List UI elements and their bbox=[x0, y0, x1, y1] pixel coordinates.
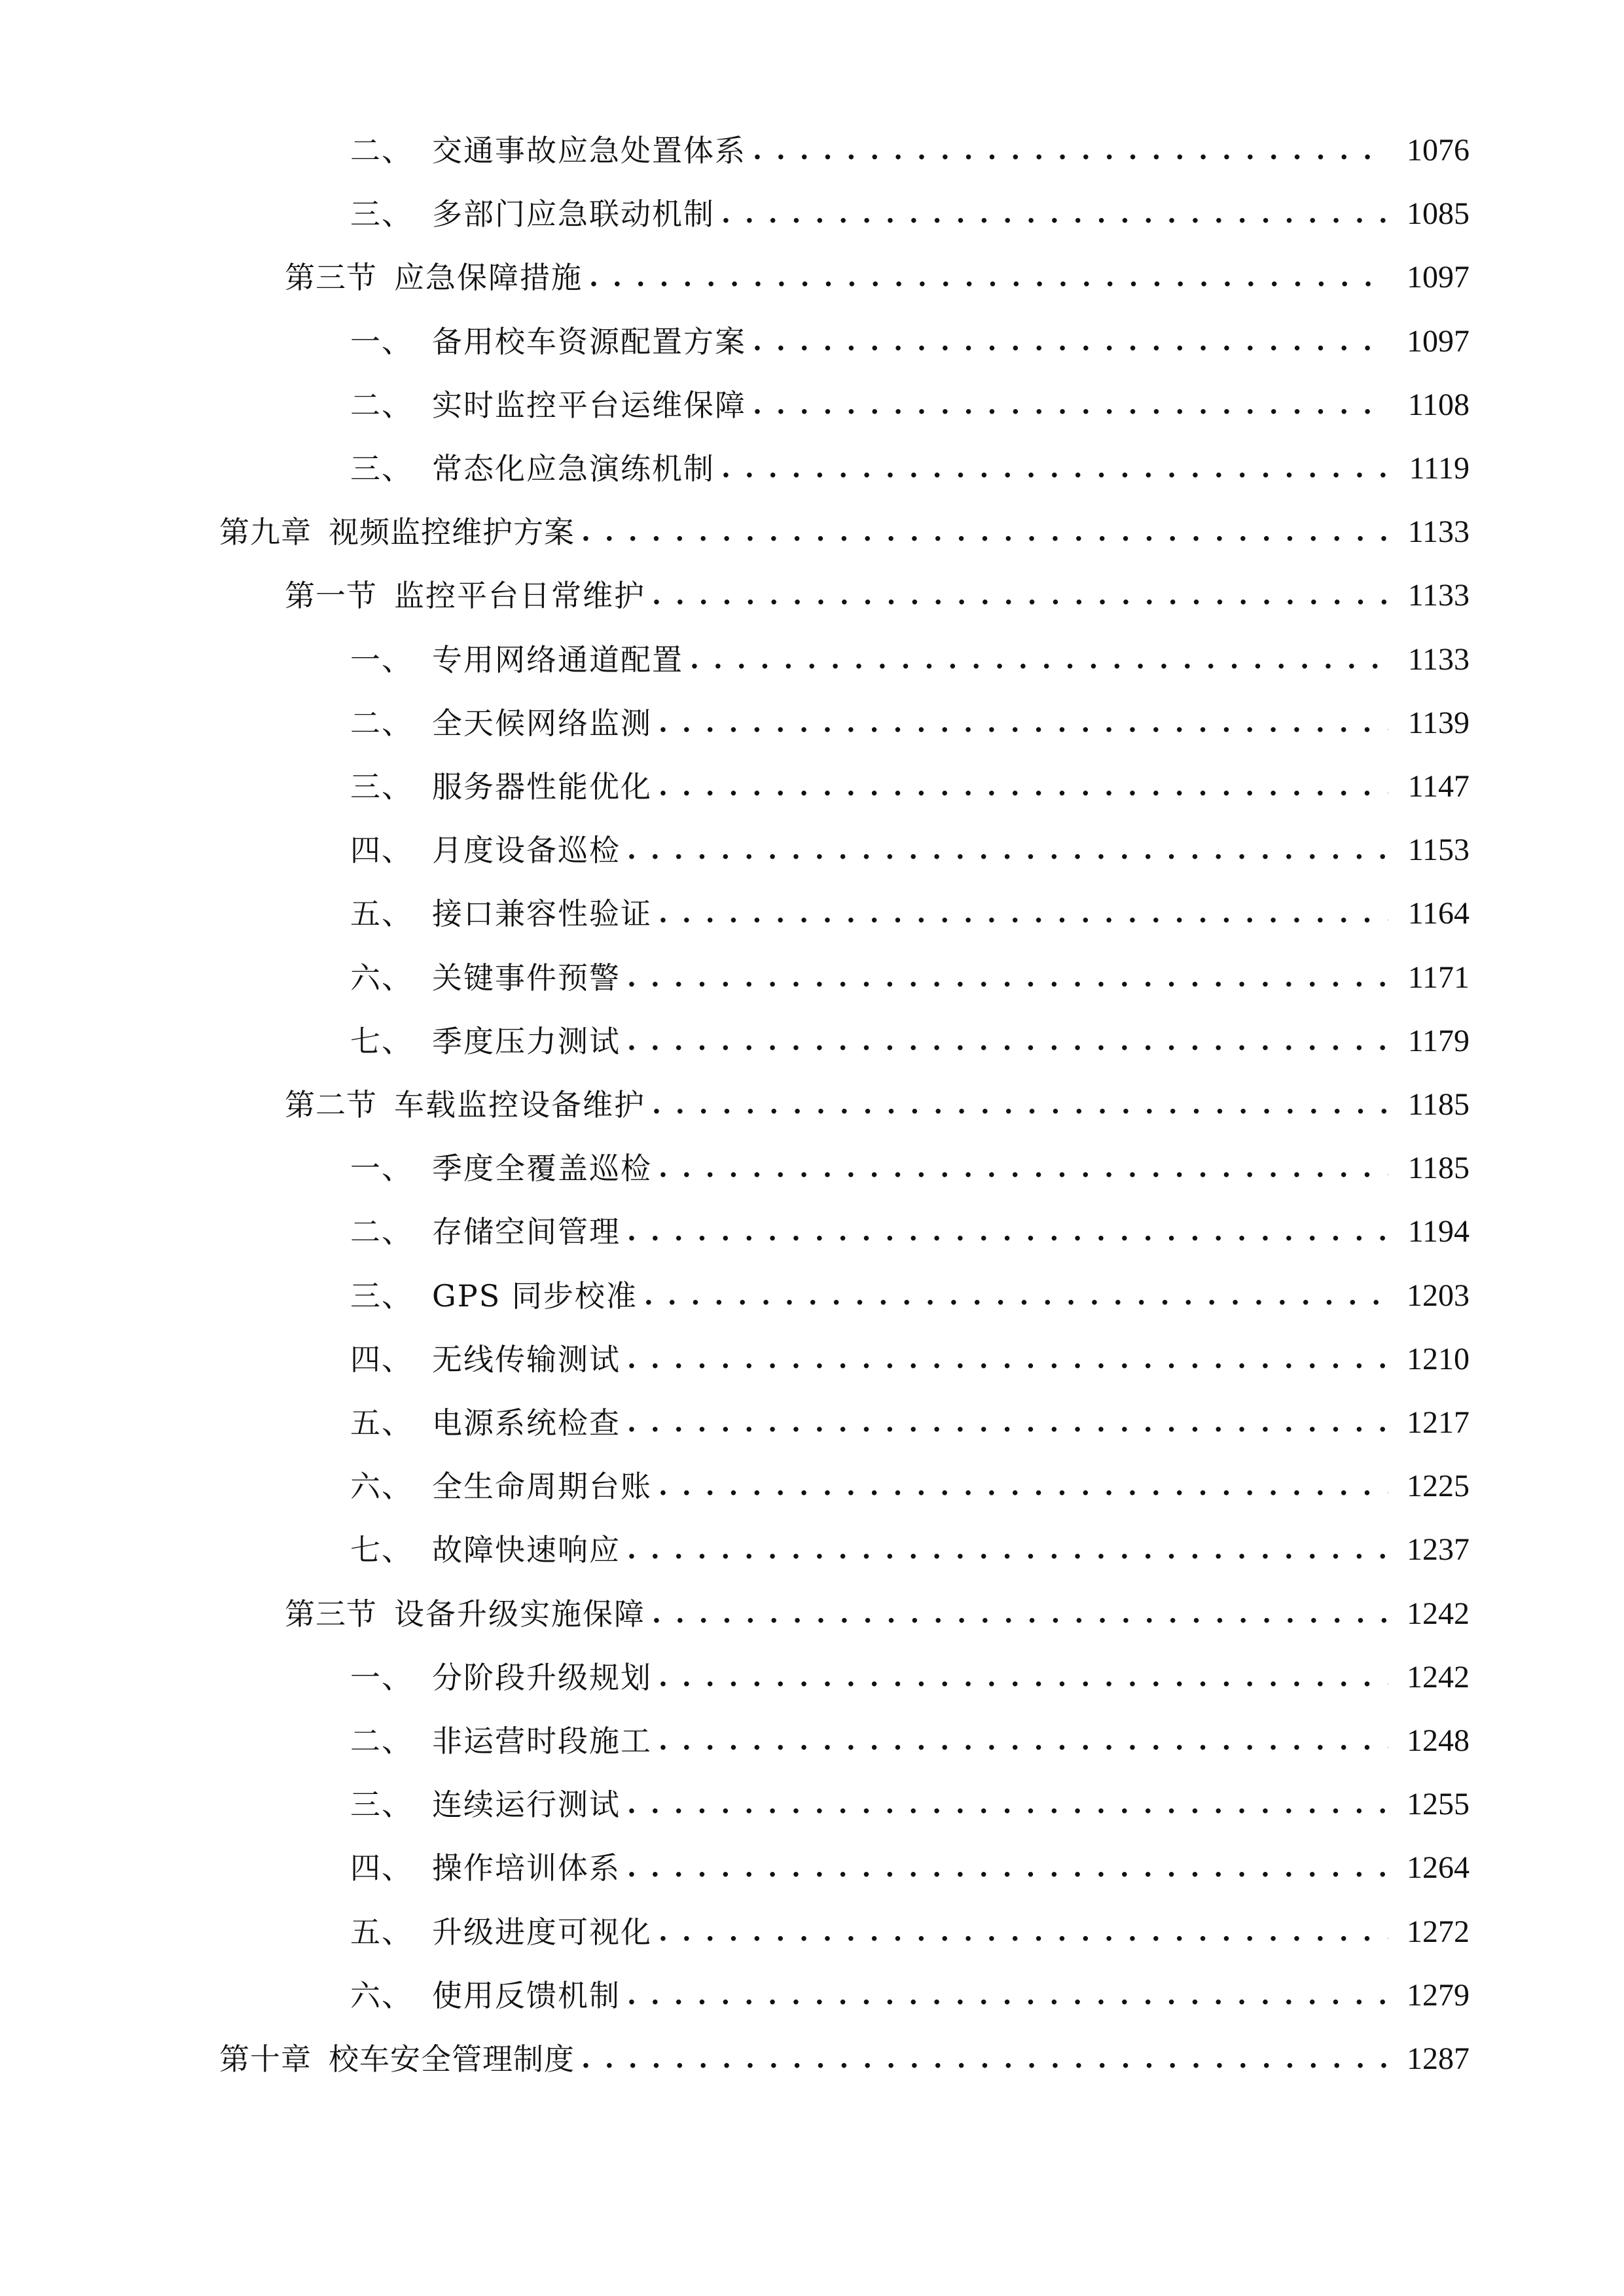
dot-leader bbox=[627, 1015, 1388, 1067]
toc-entry[interactable] bbox=[285, 1079, 1470, 1131]
toc-entry-title: 交通事故应急处置体系 bbox=[432, 133, 746, 168]
toc-entry-page-number: 1139 bbox=[1407, 706, 1470, 740]
toc-entry-page-number: 1255 bbox=[1407, 1787, 1470, 1821]
toc-entry[interactable] bbox=[350, 124, 1470, 177]
toc-entry-number: 七、 bbox=[350, 1024, 413, 1059]
toc-entry-number: 一、 bbox=[350, 324, 413, 359]
toc-entry-number: 第三节 bbox=[285, 1596, 377, 1632]
dot-leader bbox=[581, 2033, 1388, 2085]
dot-leader bbox=[659, 1460, 1388, 1513]
toc-entry-title: 电源系统检查 bbox=[432, 1405, 621, 1441]
toc-entry-number: 一、 bbox=[350, 1660, 413, 1695]
toc-entry-page-number: 1133 bbox=[1407, 514, 1470, 549]
dot-leader bbox=[581, 506, 1388, 558]
toc-entry-title: 全生命周期台账 bbox=[432, 1469, 652, 1504]
toc-entry-page-number: 1287 bbox=[1407, 2041, 1470, 2076]
toc-entry[interactable] bbox=[219, 506, 1470, 558]
toc-entry-number: 六、 bbox=[350, 960, 413, 996]
toc-entry-title: 实时监控平台运维保障 bbox=[432, 387, 746, 423]
dot-leader bbox=[753, 379, 1388, 431]
toc-entry-title: 视频监控维护方案 bbox=[329, 514, 575, 550]
toc-entry-page-number: 1171 bbox=[1407, 960, 1470, 995]
toc-entry[interactable] bbox=[350, 1397, 1470, 1449]
toc-entry-number: 六、 bbox=[350, 1978, 413, 2013]
toc-entry[interactable] bbox=[350, 1906, 1470, 1958]
toc-entry-page-number: 1237 bbox=[1407, 1532, 1470, 1567]
toc-entry-title: 升级进度可视化 bbox=[432, 1914, 652, 1950]
toc-entry-page-number: 1085 bbox=[1407, 196, 1470, 231]
dot-leader bbox=[627, 1397, 1388, 1449]
toc-entry-page-number: 1279 bbox=[1407, 1978, 1470, 2013]
toc-entry-title: GPS 同步校准 bbox=[432, 1278, 638, 1314]
toc-entry-number: 五、 bbox=[350, 1405, 413, 1441]
dot-leader bbox=[627, 1842, 1388, 1894]
toc-entry-page-number: 1225 bbox=[1407, 1469, 1470, 1503]
toc-entry[interactable] bbox=[350, 1842, 1470, 1894]
toc-entry-title: 无线传输测试 bbox=[432, 1342, 621, 1377]
toc-entry[interactable] bbox=[350, 188, 1470, 240]
toc-entry-page-number: 1133 bbox=[1407, 642, 1470, 677]
toc-entry[interactable] bbox=[350, 697, 1470, 749]
toc-entry-number: 第三节 bbox=[285, 260, 377, 295]
toc-entry-page-number: 1108 bbox=[1407, 387, 1470, 422]
toc-entry-title: 全天候网络监测 bbox=[432, 706, 652, 741]
toc-entry-number: 三、 bbox=[350, 451, 413, 486]
dot-leader bbox=[644, 1270, 1388, 1322]
toc-entry-title: 季度全覆盖巡检 bbox=[432, 1151, 652, 1186]
toc-entry-title: 设备升级实施保障 bbox=[394, 1596, 645, 1632]
dot-leader bbox=[659, 1651, 1388, 1704]
toc-entry-page-number: 1242 bbox=[1407, 1596, 1470, 1631]
dot-leader bbox=[659, 888, 1388, 940]
toc-entry-number: 五、 bbox=[350, 1914, 413, 1950]
toc-entry[interactable] bbox=[350, 1333, 1470, 1386]
toc-entry[interactable] bbox=[350, 952, 1470, 1004]
toc-entry[interactable] bbox=[350, 888, 1470, 940]
toc-entry-page-number: 1185 bbox=[1407, 1087, 1470, 1122]
toc-entry-title: 使用反馈机制 bbox=[432, 1978, 621, 2013]
toc-entry[interactable] bbox=[350, 1142, 1470, 1194]
toc-entry-number: 七、 bbox=[350, 1532, 413, 1568]
toc-entry-number: 四、 bbox=[350, 1850, 413, 1886]
toc-entry-title: 月度设备巡检 bbox=[432, 833, 621, 868]
toc-entry-title: 应急保障措施 bbox=[394, 260, 583, 295]
toc-entry-title: 故障快速响应 bbox=[432, 1532, 621, 1568]
toc-entry[interactable] bbox=[350, 1206, 1470, 1258]
dot-leader bbox=[659, 1715, 1388, 1767]
toc-entry-title: 校车安全管理制度 bbox=[329, 2041, 575, 2077]
dot-leader bbox=[659, 1142, 1388, 1194]
toc-entry-number: 三、 bbox=[350, 769, 413, 804]
toc-entry-page-number: 1153 bbox=[1407, 833, 1470, 867]
toc-entry[interactable] bbox=[350, 1651, 1470, 1704]
toc-entry-page-number: 1164 bbox=[1407, 896, 1470, 931]
dot-leader bbox=[589, 251, 1388, 304]
toc-entry[interactable] bbox=[350, 379, 1470, 431]
toc-entry-number: 第一节 bbox=[285, 578, 377, 613]
dot-leader bbox=[627, 1969, 1388, 2022]
toc-entry[interactable] bbox=[350, 1778, 1470, 1831]
toc-entry-title: 接口兼容性验证 bbox=[432, 896, 652, 931]
toc-entry[interactable] bbox=[350, 824, 1470, 876]
toc-entry-number: 二、 bbox=[350, 1214, 413, 1249]
toc-entry-number: 第二节 bbox=[285, 1087, 377, 1122]
toc-entry-title: 备用校车资源配置方案 bbox=[432, 324, 746, 359]
dot-leader bbox=[627, 824, 1388, 876]
dot-leader bbox=[659, 697, 1388, 749]
dot-leader bbox=[659, 1906, 1388, 1958]
toc-entry-number: 第九章 bbox=[219, 514, 312, 550]
toc-entry-page-number: 1097 bbox=[1407, 324, 1470, 359]
toc-entry-page-number: 1242 bbox=[1407, 1660, 1470, 1695]
toc-entry-title: 关键事件预警 bbox=[432, 960, 621, 996]
toc-entry[interactable] bbox=[350, 1460, 1470, 1513]
toc-entry-title: 非运营时段施工 bbox=[432, 1723, 652, 1759]
toc-entry[interactable] bbox=[285, 569, 1470, 622]
toc-entry-title: 多部门应急联动机制 bbox=[432, 196, 715, 232]
dot-leader bbox=[721, 188, 1388, 240]
toc-entry-number: 四、 bbox=[350, 833, 413, 868]
dot-leader bbox=[627, 1333, 1388, 1386]
toc-entry-title: 分阶段升级规划 bbox=[432, 1660, 652, 1695]
toc-entry-number: 二、 bbox=[350, 706, 413, 741]
dot-leader bbox=[652, 1079, 1388, 1131]
dot-leader bbox=[652, 1588, 1388, 1640]
toc-entry-page-number: 1185 bbox=[1407, 1151, 1470, 1185]
toc-entry-page-number: 1210 bbox=[1407, 1342, 1470, 1376]
toc-entry-page-number: 1133 bbox=[1407, 578, 1470, 613]
toc-entry[interactable] bbox=[350, 1969, 1470, 2022]
toc-entry-page-number: 1248 bbox=[1407, 1723, 1470, 1758]
toc-entry-number: 四、 bbox=[350, 1342, 413, 1377]
toc-entry-title: 监控平台日常维护 bbox=[394, 578, 645, 613]
toc-entry-title: 操作培训体系 bbox=[432, 1850, 621, 1886]
dot-leader bbox=[690, 634, 1388, 686]
toc-entry[interactable] bbox=[350, 1524, 1470, 1576]
toc-entry-title: 存储空间管理 bbox=[432, 1214, 621, 1249]
toc-entry-title: 季度压力测试 bbox=[432, 1024, 621, 1059]
toc-entry[interactable] bbox=[350, 315, 1470, 368]
dot-leader bbox=[627, 1778, 1388, 1831]
toc-entry-number: 一、 bbox=[350, 1151, 413, 1186]
dot-leader bbox=[627, 1206, 1388, 1258]
toc-entry-title: 车载监控设备维护 bbox=[394, 1087, 645, 1122]
toc-entry-page-number: 1194 bbox=[1407, 1214, 1470, 1249]
dot-leader bbox=[721, 442, 1388, 495]
toc-entry-number: 一、 bbox=[350, 642, 413, 677]
toc-entry-number: 二、 bbox=[350, 1723, 413, 1759]
toc-entry[interactable] bbox=[350, 634, 1470, 686]
toc-entry-number: 三、 bbox=[350, 196, 413, 232]
toc-entry-number: 六、 bbox=[350, 1469, 413, 1504]
dot-leader bbox=[659, 761, 1388, 813]
toc-entry-page-number: 1147 bbox=[1407, 769, 1470, 804]
toc-entry-number: 二、 bbox=[350, 133, 413, 168]
toc-entry-number: 第十章 bbox=[219, 2041, 312, 2077]
toc-entry-title: 常态化应急演练机制 bbox=[432, 451, 715, 486]
toc-entry[interactable] bbox=[350, 761, 1470, 813]
toc-entry[interactable] bbox=[350, 1270, 1470, 1322]
toc-entry[interactable] bbox=[285, 251, 1470, 304]
toc-entry-page-number: 1264 bbox=[1407, 1850, 1470, 1885]
toc-entry-page-number: 1076 bbox=[1407, 133, 1470, 168]
dot-leader bbox=[753, 124, 1388, 177]
toc-entry-title: 连续运行测试 bbox=[432, 1787, 621, 1822]
toc-entry-page-number: 1272 bbox=[1407, 1914, 1470, 1949]
toc-entry-number: 二、 bbox=[350, 387, 413, 423]
toc-entry-page-number: 1119 bbox=[1409, 451, 1470, 486]
toc-entry-page-number: 1179 bbox=[1407, 1024, 1470, 1058]
toc-entry[interactable] bbox=[219, 2033, 1470, 2085]
dot-leader bbox=[753, 315, 1388, 368]
dot-leader bbox=[627, 952, 1388, 1004]
toc-entry-page-number: 1217 bbox=[1407, 1405, 1470, 1440]
toc-entry-page-number: 1097 bbox=[1407, 260, 1470, 295]
dot-leader bbox=[652, 569, 1388, 622]
toc-entry[interactable] bbox=[350, 1015, 1470, 1067]
dot-leader bbox=[627, 1524, 1388, 1576]
toc-entry[interactable] bbox=[350, 442, 1470, 495]
toc-entry[interactable] bbox=[285, 1588, 1470, 1640]
toc-entry-title: 专用网络通道配置 bbox=[432, 642, 683, 677]
toc-entry-title: 服务器性能优化 bbox=[432, 769, 652, 804]
toc-entry-number: 三、 bbox=[350, 1278, 413, 1314]
toc-entry-number: 五、 bbox=[350, 896, 413, 931]
toc-entry[interactable] bbox=[350, 1715, 1470, 1767]
toc-entry-number: 三、 bbox=[350, 1787, 413, 1822]
toc-entry-page-number: 1203 bbox=[1407, 1278, 1470, 1313]
